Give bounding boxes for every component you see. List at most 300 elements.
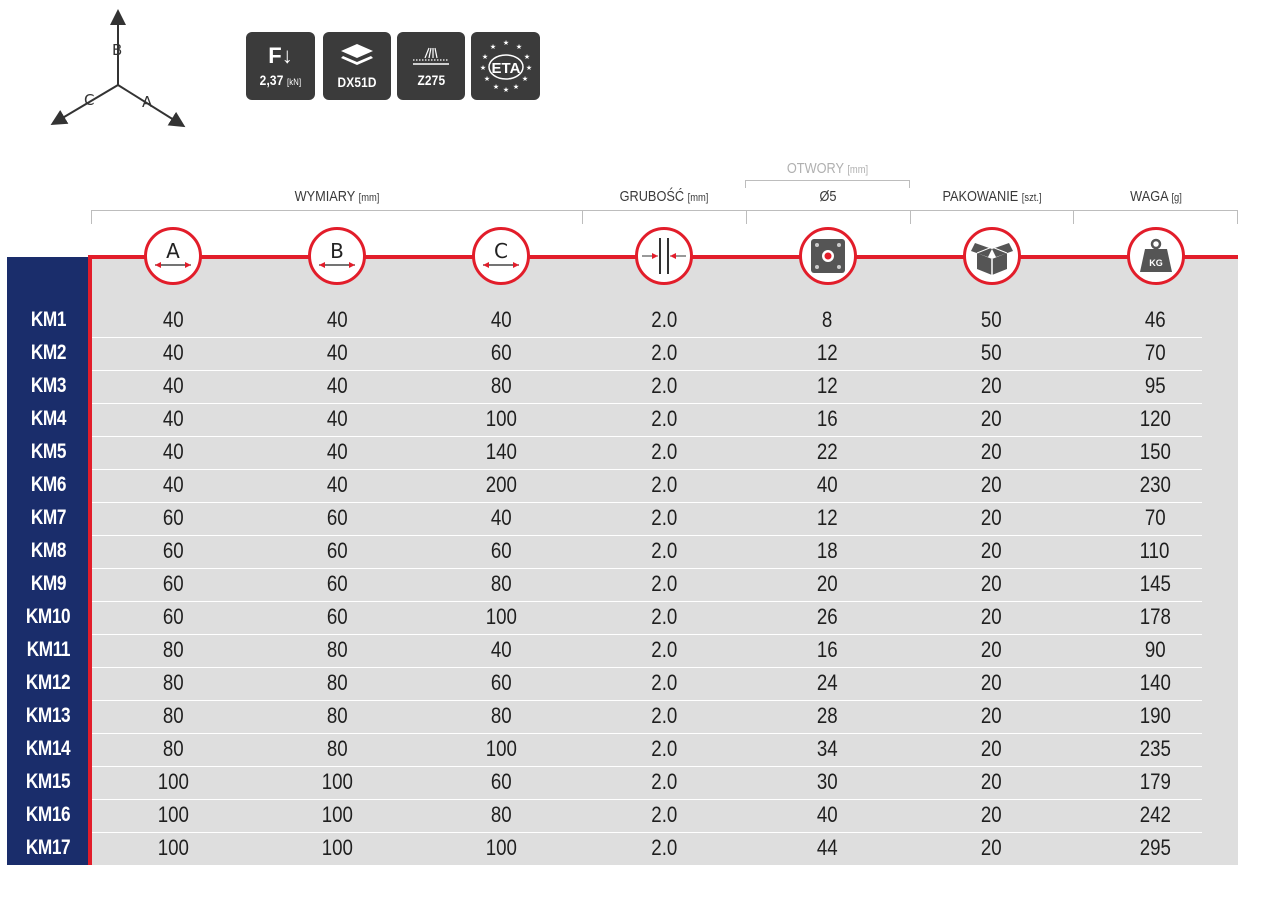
dimensions-unit: [mm]	[358, 192, 380, 204]
holes-cell-value: 18	[816, 537, 838, 563]
svg-text:A: A	[166, 239, 180, 263]
dim-c-cell-value: 200	[485, 471, 517, 497]
thickness-cell	[604, 831, 724, 864]
dim-a-cell-value: 80	[162, 636, 184, 662]
dim-a-cell	[113, 831, 233, 864]
dim-c-cell-value: 80	[490, 570, 512, 596]
holes-cell-value: 34	[816, 735, 838, 761]
dim-b-cell	[277, 567, 397, 600]
thickness-cell	[604, 402, 724, 435]
dim-c-cell-value: 60	[490, 669, 512, 695]
dim-c-cell	[441, 831, 561, 864]
weight-cell	[1095, 732, 1215, 765]
row-code	[7, 666, 89, 699]
steel-grade-badge	[323, 32, 391, 100]
dim-b-cell	[277, 765, 397, 798]
header-tick-3	[746, 210, 747, 224]
dim-b-cell-value: 60	[326, 570, 348, 596]
dim-c-cell-value: 100	[485, 603, 517, 629]
row-code-label: KM4	[30, 406, 66, 430]
packing-cell	[931, 666, 1051, 699]
dim-c-cell	[441, 336, 561, 369]
holes-cell-value: 12	[816, 504, 838, 530]
dimensions-header	[129, 188, 546, 205]
dim-b-cell-value: 100	[321, 834, 353, 860]
thickness-cell	[604, 732, 724, 765]
row-code	[7, 600, 89, 633]
packing-label: PAKOWANIE	[942, 188, 1019, 205]
dim-a-cell-value: 40	[162, 405, 184, 431]
dim-c-cell	[441, 666, 561, 699]
dim-a-cell-value: 100	[157, 768, 189, 794]
weight-cell-value: 178	[1139, 603, 1171, 629]
axis-a-label: A	[142, 93, 153, 111]
row-separator	[92, 469, 1202, 470]
weight-cell-value: 295	[1139, 834, 1171, 860]
packing-cell-value: 20	[980, 438, 1002, 464]
thickness-cell-value: 2.0	[650, 306, 678, 332]
dim-a-cell	[113, 336, 233, 369]
svg-text:★: ★	[502, 39, 509, 47]
row-code	[7, 435, 89, 468]
dim-a-cell	[113, 303, 233, 336]
row-separator	[92, 535, 1202, 536]
holes-cell	[767, 732, 887, 765]
dim-a-cell	[113, 501, 233, 534]
row-separator	[92, 502, 1202, 503]
header-tick-1	[91, 210, 92, 224]
dim-a-cell	[113, 633, 233, 666]
dim-b-cell-value: 40	[326, 471, 348, 497]
svg-text:★: ★	[479, 64, 486, 72]
weight-cell	[1095, 765, 1215, 798]
thickness-cell-value: 2.0	[650, 735, 678, 761]
dim-b-cell	[277, 666, 397, 699]
thickness-cell	[604, 501, 724, 534]
dim-c-cell	[441, 303, 561, 336]
dim-c-cell-value: 40	[490, 306, 512, 332]
thickness-cell	[604, 369, 724, 402]
row-code-label: KM6	[30, 472, 66, 496]
svg-text:★: ★	[481, 53, 488, 61]
header-divider-line	[91, 210, 1237, 211]
dim-a-cell-value: 40	[162, 372, 184, 398]
thickness-cell-value: 2.0	[650, 405, 678, 431]
packing-cell-value: 20	[980, 504, 1002, 530]
row-separator	[92, 667, 1202, 668]
packing-cell	[931, 435, 1051, 468]
dim-a-cell-value: 80	[162, 702, 184, 728]
box-icon	[963, 227, 1021, 285]
row-code	[7, 336, 89, 369]
dim-b-cell	[277, 435, 397, 468]
holes-cell	[767, 534, 887, 567]
row-code	[7, 369, 89, 402]
dim-b-cell	[277, 633, 397, 666]
holes-cell-value: 20	[816, 570, 838, 596]
thickness-cell-value: 2.0	[650, 372, 678, 398]
row-code-label: KM5	[30, 439, 66, 463]
weight-cell-value: 70	[1144, 504, 1166, 530]
thickness-cell-value: 2.0	[650, 570, 678, 596]
thickness-cell-value: 2.0	[650, 768, 678, 794]
dim-a-cell	[113, 798, 233, 831]
weight-unit: [g]	[1171, 192, 1182, 204]
dim-b-cell-value: 40	[326, 339, 348, 365]
weight-cell	[1095, 336, 1215, 369]
row-code	[7, 468, 89, 501]
packing-cell	[931, 765, 1051, 798]
dim-b-cell-value: 80	[326, 636, 348, 662]
eta-badge	[471, 32, 540, 100]
packing-cell	[931, 567, 1051, 600]
thickness-cell-value: 2.0	[650, 438, 678, 464]
dim-b-cell-value: 100	[321, 801, 353, 827]
row-code-label: KM17	[25, 835, 71, 859]
packing-cell-value: 20	[980, 537, 1002, 563]
dim-a-cell	[113, 435, 233, 468]
dim-c-cell-value: 100	[485, 405, 517, 431]
header-tick-4	[910, 210, 911, 224]
holes-cell	[767, 435, 887, 468]
row-code	[7, 501, 89, 534]
layers-icon	[338, 42, 376, 70]
holes-group-tick-left	[745, 180, 746, 188]
dim-b-cell	[277, 468, 397, 501]
dim-b-cell-value: 60	[326, 603, 348, 629]
svg-text:★: ★	[515, 43, 522, 51]
svg-text:C: C	[494, 239, 508, 263]
dim-a-cell	[113, 699, 233, 732]
row-code-label: KM2	[30, 340, 66, 364]
dim-b-cell	[277, 369, 397, 402]
row-code	[7, 567, 89, 600]
holes-cell-value: 22	[816, 438, 838, 464]
holes-cell	[767, 831, 887, 864]
row-code-label: KM11	[26, 637, 70, 661]
dim-c-cell-value: 100	[485, 735, 517, 761]
packing-cell	[931, 402, 1051, 435]
dim-c-cell-value: 60	[490, 768, 512, 794]
thickness-cell	[604, 666, 724, 699]
packing-cell	[931, 798, 1051, 831]
axis-diagram	[40, 5, 200, 135]
dim-c-cell	[441, 567, 561, 600]
row-separator	[92, 832, 1202, 833]
dim-c-cell-value: 80	[490, 801, 512, 827]
thickness-cell	[604, 699, 724, 732]
packing-cell-value: 50	[980, 306, 1002, 332]
packing-cell-value: 20	[980, 735, 1002, 761]
thickness-cell	[604, 336, 724, 369]
svg-text:B: B	[330, 239, 344, 263]
row-code	[7, 633, 89, 666]
row-code	[7, 831, 89, 864]
weight-cell	[1095, 534, 1215, 567]
holes-group-label: OTWORY	[786, 160, 844, 177]
weight-cell	[1095, 666, 1215, 699]
dim-a-cell	[113, 600, 233, 633]
weight-cell	[1095, 402, 1215, 435]
holes-cell-value: 16	[816, 636, 838, 662]
dim-b-cell	[277, 798, 397, 831]
weight-icon	[1127, 227, 1185, 285]
dim-c-cell-value: 60	[490, 537, 512, 563]
holes-cell-value: 16	[816, 405, 838, 431]
axis-b-label: B	[112, 41, 123, 59]
row-separator	[92, 601, 1202, 602]
holes-cell	[767, 303, 887, 336]
packing-cell-value: 20	[980, 570, 1002, 596]
dimension-c-icon	[472, 227, 530, 285]
packing-cell-value: 20	[980, 768, 1002, 794]
row-code-label: KM13	[25, 703, 71, 727]
packing-header	[922, 188, 1061, 205]
weight-cell-value: 95	[1144, 372, 1166, 398]
row-separator	[92, 766, 1202, 767]
header-tick-5	[1073, 210, 1074, 224]
thickness-cell-value: 2.0	[650, 834, 678, 860]
thickness-cell-value: 2.0	[650, 669, 678, 695]
steel-grade-label: DX51D	[337, 74, 377, 90]
thickness-cell	[604, 765, 724, 798]
packing-cell-value: 20	[980, 372, 1002, 398]
holes-cell	[767, 699, 887, 732]
eta-icon	[476, 36, 536, 96]
thickness-icon	[635, 227, 693, 285]
weight-cell	[1095, 567, 1215, 600]
packing-cell	[931, 303, 1051, 336]
packing-cell-value: 20	[980, 636, 1002, 662]
row-code-label: KM1	[30, 307, 66, 331]
row-code-label: KM15	[25, 769, 71, 793]
thickness-cell-value: 2.0	[650, 504, 678, 530]
holes-cell-value: 40	[816, 801, 838, 827]
dim-a-cell-value: 60	[162, 603, 184, 629]
dim-c-cell	[441, 402, 561, 435]
row-separator	[92, 403, 1202, 404]
thickness-label: GRUBOŚĆ	[619, 188, 685, 205]
dim-a-cell	[113, 369, 233, 402]
holes-cell	[767, 336, 887, 369]
dim-b-cell-value: 40	[326, 405, 348, 431]
weight-cell-value: 179	[1139, 768, 1171, 794]
dim-a-cell	[113, 534, 233, 567]
holes-cell	[767, 402, 887, 435]
force-value: 2,37	[259, 72, 284, 88]
row-code	[7, 765, 89, 798]
row-code-label: KM14	[25, 736, 71, 760]
dim-b-cell	[277, 336, 397, 369]
packing-cell	[931, 732, 1051, 765]
holes-cell	[767, 765, 887, 798]
weight-cell-value: 46	[1144, 306, 1166, 332]
dim-c-cell	[441, 369, 561, 402]
holes-header	[758, 188, 897, 205]
weight-cell-value: 90	[1144, 636, 1166, 662]
holes-cell-value: 8	[821, 306, 833, 332]
weight-cell-value: 110	[1140, 537, 1170, 563]
holes-cell-value: 12	[816, 339, 838, 365]
packing-cell	[931, 501, 1051, 534]
dim-a-cell-value: 60	[162, 537, 184, 563]
weight-cell-value: 120	[1139, 405, 1171, 431]
dim-c-cell	[441, 798, 561, 831]
packing-cell-value: 20	[980, 603, 1002, 629]
dimensions-label: WYMIARY	[294, 188, 356, 205]
holes-group-tick-right	[909, 180, 910, 188]
weight-cell	[1095, 501, 1215, 534]
holes-icon	[799, 227, 857, 285]
packing-cell	[931, 534, 1051, 567]
row-code-label: KM12	[25, 670, 71, 694]
header-tick-6	[1237, 210, 1238, 224]
row-code	[7, 402, 89, 435]
coating-label: Z275	[417, 72, 445, 88]
axis-c-label: C	[84, 91, 95, 109]
weight-cell	[1095, 468, 1215, 501]
force-badge	[246, 32, 315, 100]
force-icon: F↓	[268, 43, 293, 68]
dim-a-cell-value: 40	[162, 471, 184, 497]
row-code	[7, 534, 89, 567]
dim-b-cell	[277, 699, 397, 732]
weight-cell	[1095, 435, 1215, 468]
weight-cell	[1095, 831, 1215, 864]
weight-header	[1086, 188, 1225, 205]
weight-cell-value: 190	[1139, 702, 1171, 728]
row-code-label: KM16	[25, 802, 71, 826]
thickness-cell	[604, 435, 724, 468]
dim-b-cell	[277, 501, 397, 534]
dim-a-cell-value: 80	[162, 669, 184, 695]
packing-cell-value: 20	[980, 801, 1002, 827]
dim-b-cell	[277, 831, 397, 864]
weight-icon-label: KG	[1149, 258, 1163, 268]
thickness-cell-value: 2.0	[650, 339, 678, 365]
dim-a-cell	[113, 567, 233, 600]
weight-label: WAGA	[1130, 188, 1168, 205]
header-tick-2	[582, 210, 583, 224]
dim-a-cell	[113, 402, 233, 435]
dim-a-cell	[113, 732, 233, 765]
holes-cell	[767, 501, 887, 534]
thickness-cell-value: 2.0	[650, 801, 678, 827]
svg-text:★: ★	[492, 83, 499, 91]
thickness-cell	[604, 468, 724, 501]
dim-c-cell	[441, 699, 561, 732]
row-code-label: KM9	[30, 571, 66, 595]
weight-cell	[1095, 699, 1215, 732]
holes-group-header	[757, 160, 897, 177]
dim-a-cell-value: 40	[162, 306, 184, 332]
dim-a-cell-value: 60	[162, 504, 184, 530]
row-code-label: KM7	[30, 505, 66, 529]
dim-b-cell-value: 40	[326, 372, 348, 398]
weight-cell-value: 150	[1139, 438, 1171, 464]
thickness-cell	[604, 600, 724, 633]
dim-a-cell-value: 40	[162, 339, 184, 365]
holes-cell	[767, 567, 887, 600]
svg-text:★: ★	[489, 43, 496, 51]
holes-cell	[767, 633, 887, 666]
packing-cell-value: 20	[980, 405, 1002, 431]
dim-c-cell-value: 80	[490, 372, 512, 398]
holes-cell	[767, 369, 887, 402]
row-separator	[92, 568, 1202, 569]
holes-cell-value: 12	[816, 372, 838, 398]
dim-b-cell-value: 60	[326, 504, 348, 530]
holes-group-unit: [mm]	[847, 164, 869, 176]
packing-cell	[931, 699, 1051, 732]
dim-b-cell-value: 80	[326, 669, 348, 695]
dim-b-cell-value: 60	[326, 537, 348, 563]
dim-b-cell	[277, 534, 397, 567]
holes-cell-value: 26	[816, 603, 838, 629]
thickness-unit: [mm]	[687, 192, 709, 204]
holes-cell	[767, 600, 887, 633]
row-code-label: KM8	[30, 538, 66, 562]
weight-cell	[1095, 600, 1215, 633]
weight-cell-value: 70	[1144, 339, 1166, 365]
packing-cell	[931, 600, 1051, 633]
holes-cell	[767, 468, 887, 501]
thickness-cell	[604, 303, 724, 336]
dim-a-cell-value: 80	[162, 735, 184, 761]
dimension-b-icon	[308, 227, 366, 285]
thickness-cell	[604, 633, 724, 666]
dim-c-cell	[441, 600, 561, 633]
packing-cell	[931, 468, 1051, 501]
packing-cell-value: 20	[980, 669, 1002, 695]
packing-cell	[931, 831, 1051, 864]
svg-text:★: ★	[521, 75, 528, 83]
thickness-cell	[604, 567, 724, 600]
packing-cell-value: 20	[980, 471, 1002, 497]
holes-cell-value: 30	[816, 768, 838, 794]
dim-b-cell	[277, 402, 397, 435]
holes-label: Ø5	[819, 188, 837, 205]
svg-text:★: ★	[525, 64, 532, 72]
dim-b-cell-value: 40	[326, 306, 348, 332]
thickness-cell-value: 2.0	[650, 702, 678, 728]
thickness-cell-value: 2.0	[650, 636, 678, 662]
weight-cell-value: 235	[1139, 735, 1171, 761]
row-separator	[92, 337, 1202, 338]
dim-b-cell-value: 80	[326, 702, 348, 728]
thickness-cell	[604, 534, 724, 567]
coating-badge	[397, 32, 465, 100]
axis-arrows-icon	[40, 5, 200, 135]
row-separator	[92, 370, 1202, 371]
holes-cell	[767, 666, 887, 699]
dim-b-cell-value: 100	[321, 768, 353, 794]
dimension-a-icon	[144, 227, 202, 285]
dim-c-cell-value: 140	[485, 438, 517, 464]
svg-text:★: ★	[523, 53, 530, 61]
weight-cell	[1095, 303, 1215, 336]
dim-b-cell	[277, 732, 397, 765]
dim-c-cell	[441, 633, 561, 666]
packing-cell-value: 50	[980, 339, 1002, 365]
weight-cell	[1095, 369, 1215, 402]
force-unit: [kN]	[287, 77, 302, 87]
packing-unit: [szt.]	[1021, 192, 1042, 204]
row-code	[7, 303, 89, 336]
holes-cell-value: 40	[816, 471, 838, 497]
thickness-cell-value: 2.0	[650, 603, 678, 629]
dim-b-cell-value: 40	[326, 438, 348, 464]
